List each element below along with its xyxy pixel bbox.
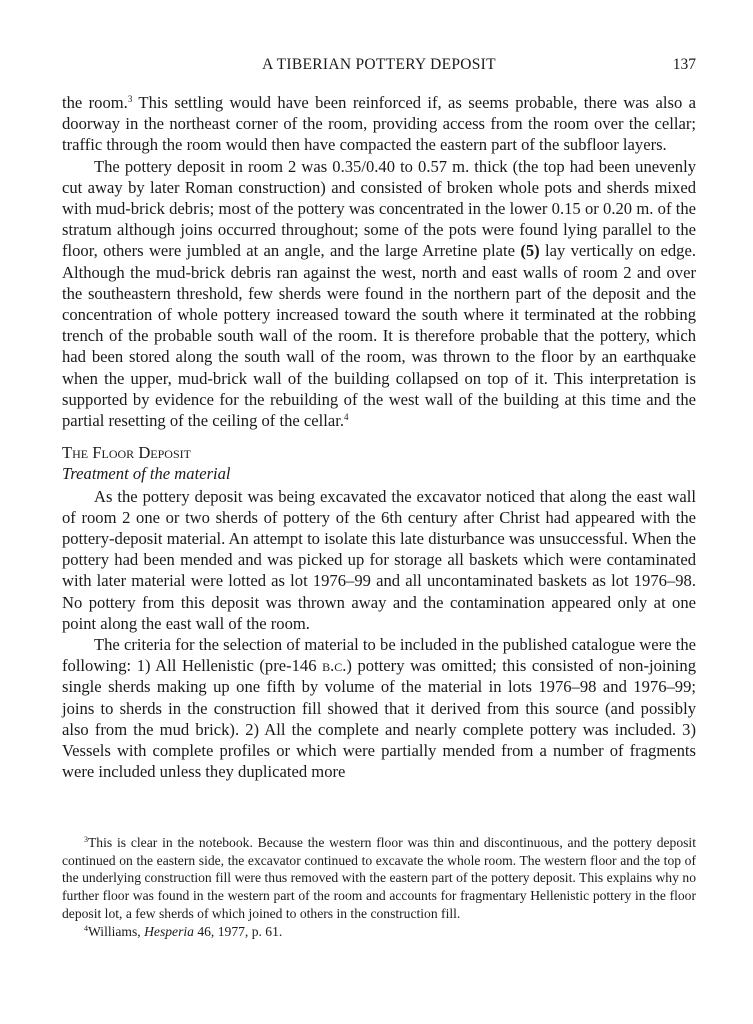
footnote-4-mark: 4 [84,923,88,933]
footnote-4 [62,923,696,941]
paragraph-3: As the pottery deposit was being excavated the excavator noticed that along the east wall of room 2 one or two sherds of pottery of the 6th century after Christ had appeared with the pottery-deposit material. An attempt to isolate this late disturbance was unsuccessful. When the pottery had been mended and was picked up for storage all baskets which were contaminated with later material were lotted as lot 1976–99 and all uncontaminated baskets as lot 1976–98. No pottery from this deposit was thrown away and the contamination appeared only at one point along the east wall of the room. [62,486,696,633]
footnote-4-journal: Hesperia [144,923,194,939]
paragraph-2-text-b: lay vertically on edge. Although the mud-brick debris ran against the west, north and east walls of room 2 and over the southeastern threshold, few sherds were found in the northern part of the deposit and the concentration of whole pottery increased toward the south where it terminated at the robbing trench of the probable south wall of the room. It is therefore probable that the pottery, which had been stored along the south wall of the room, was thrown to the floor by an earthquake when the upper, mud-brick wall of the building collapsed on top of it. This interpretation is supported by evidence for the rebuilding of the west wall of the building at this time and the partial resetting of the ceiling of the cellar. [62,241,696,431]
section-heading: The Floor Deposit [62,443,191,463]
paragraph-1 [62,92,696,156]
paragraph-1-text-a: the room. [62,93,128,112]
footnote-ref-3[interactable]: 3 [127,94,133,104]
subsection-heading: Treatment of the material [62,464,231,484]
running-head [62,56,696,80]
footnote-4-author: Williams, [88,923,145,939]
catalogue-ref-5: (5) [520,241,540,261]
running-title: A TIBERIAN POTTERY DEPOSIT [262,56,496,73]
page [62,56,696,783]
footnote-4-rest: 46, 1977, p. 61. [193,923,283,939]
paragraph-2 [62,156,696,432]
body-text [62,92,696,783]
paragraph-4 [62,634,696,782]
footnotes [62,834,696,940]
footnote-3-text: This is clear in the notebook. Because the western floor was thin and discontinuous, and the pottery deposit continued on the eastern side, the excavator continued to excavate the whole room. The western floor and the top of the underlying construction fill were thus removed with the eastern part of the pottery deposit. This explains why no further floor was found in the western part of the room and accounts for fragmentary Hellenistic pottery in the floor deposit lot, a few sherds of which joined to others in the construction fill. [62,835,696,921]
footnote-3-mark: 3 [84,835,88,844]
footnote-3 [62,834,696,923]
paragraph-4-text-b: ) pottery was omitted; this consisted of non-joining single sherds making up one fifth by volume of the material in lots 1976–98 and 1976–99; joins to sherds in the construction fill showed that it derived from this source (and possibly also from the mud brick). 2) All the complete and nearly complete pottery was included. 3) Vessels with complete profiles or which were partially mended from a number of fragments were included unless they duplicated more [62,656,696,782]
paragraph-4-bc: b.c. [322,656,347,676]
footnote-ref-4[interactable]: 4 [343,412,349,423]
paragraph-1-text-b: This settling would have been reinforced if, as seems probable, there was also a doorway in the northeast corner of the room, providing access from the room over the cellar; traffic through the room would then have compacted the eastern part of the subfloor layers. [62,93,696,155]
paragraph-2-text-a: The pottery deposit in room 2 was 0.35/0.40 to 0.57 m. thick (the top had been unevenly cut away by later Roman construction) and consisted of broken whole pots and sherds mixed with mud-brick debris; most of the pottery was concentrated in the lower 0.15 or 0.20 m. of the stratum although joins occurred throughout; some of the pots were found lying parallel to the floor, others were jumbled at an angle, and the large Arretine plate [62,156,696,261]
paragraph-4-text-a: The criteria for the selection of material to be included in the published catalogue were the following: 1) All Hellenistic (pre-146 [62,635,696,676]
page-number: 137 [672,56,696,73]
